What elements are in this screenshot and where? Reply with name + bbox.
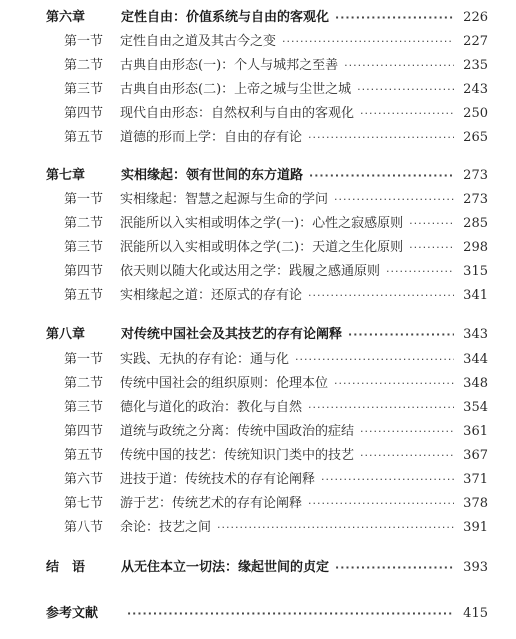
section-number: 第四节 bbox=[64, 424, 104, 439]
leader-dots bbox=[308, 493, 454, 515]
section-entry[interactable] bbox=[0, 31, 516, 53]
references-title: 参考文献 bbox=[46, 606, 99, 621]
section-number: 第二节 bbox=[64, 216, 104, 231]
leader-dots bbox=[357, 79, 454, 101]
section-entry[interactable] bbox=[0, 349, 516, 371]
section-entry[interactable] bbox=[0, 445, 516, 467]
section-title: 实相缘起之道：还原式的存有论 bbox=[120, 288, 303, 303]
section-title: 古典自由形态(二)：上帝之城与尘世之城 bbox=[120, 82, 352, 97]
section-entry[interactable] bbox=[0, 189, 516, 211]
page-number: 354 bbox=[463, 400, 488, 415]
section-number: 第五节 bbox=[64, 448, 104, 463]
section-entry[interactable] bbox=[0, 469, 516, 491]
page-number: 341 bbox=[463, 288, 488, 303]
page-number: 343 bbox=[463, 327, 488, 342]
page-number: 344 bbox=[463, 352, 488, 367]
leader-dots bbox=[344, 55, 454, 77]
section-number: 第四节 bbox=[64, 264, 104, 279]
page-number: 285 bbox=[463, 216, 488, 231]
section-number: 第一节 bbox=[64, 192, 104, 207]
section-number: 第六节 bbox=[64, 472, 104, 487]
leader-dots bbox=[295, 349, 454, 371]
leader-dots bbox=[127, 603, 454, 625]
chapter-number: 第八章 bbox=[46, 327, 86, 342]
section-number: 第七节 bbox=[64, 496, 104, 511]
chapter-8-entry[interactable] bbox=[0, 324, 516, 346]
section-number: 第四节 bbox=[64, 106, 104, 121]
leader-dots bbox=[409, 237, 454, 259]
chapter-title: 实相缘起：领有世间的东方道路 bbox=[121, 168, 304, 183]
section-entry[interactable] bbox=[0, 237, 516, 259]
page-number: 250 bbox=[463, 106, 488, 121]
section-number: 第一节 bbox=[64, 352, 104, 367]
section-number: 第三节 bbox=[64, 400, 104, 415]
leader-dots bbox=[282, 31, 454, 53]
page-number: 415 bbox=[463, 606, 488, 621]
page-number: 243 bbox=[463, 82, 488, 97]
conclusion-label: 结 语 bbox=[46, 560, 86, 575]
section-title: 实相缘起：智慧之起源与生命的学问 bbox=[120, 192, 329, 207]
chapter-title: 对传统中国社会及其技艺的存有论阐释 bbox=[121, 327, 343, 342]
leader-dots bbox=[308, 285, 454, 307]
chapter-7-entry[interactable] bbox=[0, 165, 516, 187]
section-entry[interactable] bbox=[0, 373, 516, 395]
page-number: 367 bbox=[463, 448, 488, 463]
leader-dots bbox=[360, 445, 454, 467]
chapter-number: 第七章 bbox=[46, 168, 86, 183]
section-entry[interactable] bbox=[0, 397, 516, 419]
leader-dots bbox=[360, 103, 454, 125]
section-entry[interactable] bbox=[0, 213, 516, 235]
leader-dots bbox=[335, 7, 454, 29]
page-number: 361 bbox=[463, 424, 488, 439]
page-number: 273 bbox=[463, 192, 488, 207]
page-number: 348 bbox=[463, 376, 488, 391]
conclusion-entry[interactable] bbox=[0, 557, 516, 579]
section-entry[interactable] bbox=[0, 55, 516, 77]
section-title: 道德的形而上学：自由的存有论 bbox=[120, 130, 303, 145]
page-number: 391 bbox=[463, 520, 488, 535]
section-entry[interactable] bbox=[0, 103, 516, 125]
section-title: 泯能所以入实相或明体之学(二)：天道之生化原则 bbox=[120, 240, 404, 255]
section-title: 实践、无执的存有论：通与化 bbox=[120, 352, 290, 367]
leader-dots bbox=[335, 557, 454, 579]
chapter-number: 第六章 bbox=[46, 10, 86, 25]
section-title: 依天则以随大化或达用之学：践履之感通原则 bbox=[120, 264, 381, 279]
section-title: 道统与政统之分离：传统中国政治的症结 bbox=[120, 424, 355, 439]
page-number: 235 bbox=[463, 58, 488, 73]
section-number: 第五节 bbox=[64, 130, 104, 145]
section-entry[interactable] bbox=[0, 261, 516, 283]
references-entry[interactable] bbox=[0, 603, 516, 625]
chapter-title: 定性自由：价值系统与自由的客观化 bbox=[121, 10, 330, 25]
page-number: 315 bbox=[463, 264, 488, 279]
section-number: 第一节 bbox=[64, 34, 104, 49]
section-title: 进技于道：传统技术的存有论阐释 bbox=[120, 472, 316, 487]
leader-dots bbox=[321, 469, 454, 491]
page-number: 393 bbox=[463, 560, 488, 575]
leader-dots bbox=[409, 213, 454, 235]
section-number: 第五节 bbox=[64, 288, 104, 303]
section-entry[interactable] bbox=[0, 127, 516, 149]
page-number: 226 bbox=[463, 10, 488, 25]
section-number: 第三节 bbox=[64, 82, 104, 97]
section-entry[interactable] bbox=[0, 493, 516, 515]
leader-dots bbox=[308, 397, 454, 419]
section-number: 第二节 bbox=[64, 376, 104, 391]
section-number: 第三节 bbox=[64, 240, 104, 255]
conclusion-title: 从无住本立一切法：缘起世间的贞定 bbox=[121, 560, 330, 575]
page-number: 227 bbox=[463, 34, 488, 49]
section-entry[interactable] bbox=[0, 421, 516, 443]
section-title: 定性自由之道及其古今之变 bbox=[120, 34, 277, 49]
section-entry[interactable] bbox=[0, 517, 516, 539]
section-title: 余论：技艺之间 bbox=[120, 520, 212, 535]
page-number: 273 bbox=[463, 168, 488, 183]
leader-dots bbox=[334, 189, 454, 211]
leader-dots bbox=[348, 324, 454, 346]
section-title: 传统中国的技艺：传统知识门类中的技艺 bbox=[120, 448, 355, 463]
section-title: 传统中国社会的组织原则：伦理本位 bbox=[120, 376, 329, 391]
section-title: 泯能所以入实相或明体之学(一)：心性之寂感原则 bbox=[120, 216, 404, 231]
section-entry[interactable] bbox=[0, 79, 516, 101]
page-number: 371 bbox=[463, 472, 488, 487]
leader-dots bbox=[217, 517, 454, 539]
section-title: 古典自由形态(一)：个人与城邦之至善 bbox=[120, 58, 339, 73]
section-number: 第二节 bbox=[64, 58, 104, 73]
leader-dots bbox=[334, 373, 454, 395]
leader-dots bbox=[308, 127, 454, 149]
page-number: 265 bbox=[463, 130, 488, 145]
section-entry[interactable] bbox=[0, 285, 516, 307]
section-number: 第八节 bbox=[64, 520, 104, 535]
leader-dots bbox=[360, 421, 454, 443]
section-title: 游于艺：传统艺术的存有论阐释 bbox=[120, 496, 303, 511]
page-number: 298 bbox=[463, 240, 488, 255]
section-title: 现代自由形态：自然权利与自由的客观化 bbox=[120, 106, 355, 121]
leader-dots bbox=[386, 261, 454, 283]
section-title: 德化与道化的政治：教化与自然 bbox=[120, 400, 303, 415]
page-number: 378 bbox=[463, 496, 488, 511]
chapter-6-entry[interactable] bbox=[0, 7, 516, 29]
leader-dots bbox=[309, 165, 454, 187]
